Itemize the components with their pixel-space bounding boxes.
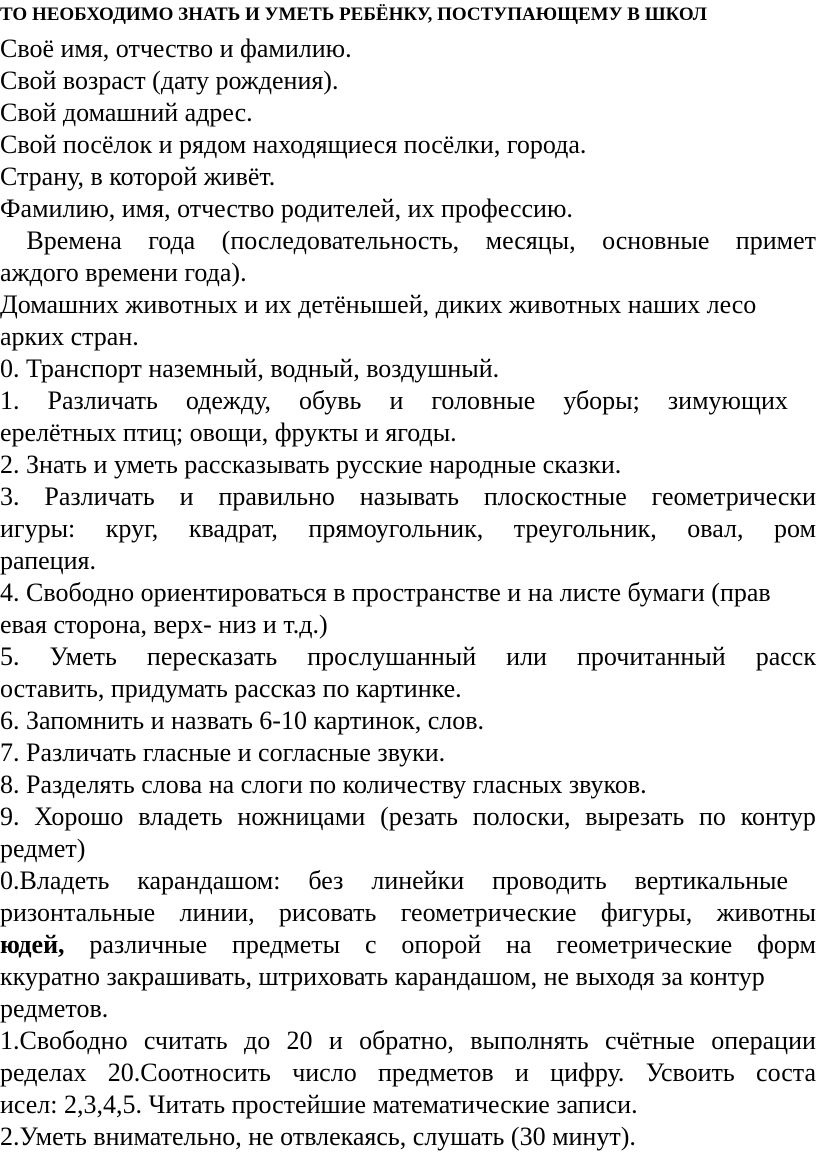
text-line <box>0 226 816 256</box>
word: владеть <box>138 802 223 831</box>
text-line <box>0 642 816 672</box>
word: 20.Соотносить <box>107 1058 271 1087</box>
word: контур <box>740 802 816 831</box>
word: опорой <box>401 930 482 959</box>
word: правильно <box>218 482 335 511</box>
text-line <box>0 1058 816 1088</box>
text-line: аждого времени года). <box>0 258 247 287</box>
word: Уметь <box>49 642 117 671</box>
word: Хорошо <box>34 802 124 831</box>
word: треугольник, <box>513 514 657 543</box>
text-line: 0. Транспорт наземный, водный, воздушный. <box>0 354 500 383</box>
word: 0.Владеть <box>0 866 110 895</box>
text-line <box>0 802 816 832</box>
word: круг, <box>105 514 159 543</box>
text-line: Домашних животных и их детёнышей, диких животных наших лесо <box>0 290 757 319</box>
word: соста <box>756 1058 816 1087</box>
word: выполнять <box>470 1026 589 1055</box>
word: месяцы, <box>485 226 576 255</box>
word: линейки <box>371 866 465 895</box>
word: квадрат, <box>188 514 278 543</box>
word: Времена <box>26 226 122 255</box>
word: головные <box>431 386 536 415</box>
word: 9. <box>0 802 20 831</box>
word: обратно, <box>359 1026 454 1055</box>
word: ножницами <box>237 802 366 831</box>
word: форм <box>757 930 816 959</box>
word: карандашом: <box>137 866 281 895</box>
word: Усвоить <box>645 1058 735 1087</box>
word: проводить <box>492 866 607 895</box>
word: предметов <box>378 1058 494 1087</box>
text-line <box>0 1026 816 1056</box>
word: игуры: <box>0 514 76 543</box>
text-line: 6. Запомнить и назвать 6-10 картинок, слов. <box>0 706 485 735</box>
text-line: Своё имя, отчество и фамилию. <box>0 34 352 63</box>
text-line <box>0 866 816 896</box>
word: с <box>364 930 377 959</box>
word: полоски, <box>472 802 571 831</box>
text-line <box>0 930 816 960</box>
word: плоскостные <box>483 482 627 511</box>
word: до <box>243 1026 271 1055</box>
word: линии, <box>179 898 255 927</box>
word: юдей, <box>0 930 65 959</box>
text-line: ккуратно закрашивать, штриховать карандашом, не выходя за контур <box>0 962 765 991</box>
word: предметы <box>231 930 341 959</box>
word: зимующих <box>667 386 788 415</box>
word: 1. <box>0 386 20 415</box>
word: Различать <box>44 482 155 511</box>
word: геометрически <box>651 482 816 511</box>
word: или <box>506 642 547 671</box>
word: число <box>292 1058 357 1087</box>
word: цифру. <box>550 1058 625 1087</box>
word: года <box>148 226 196 255</box>
word: называть <box>359 482 459 511</box>
word: геометрические <box>400 898 577 927</box>
text-line: Страну, в которой живёт. <box>0 162 276 191</box>
word: операции <box>711 1026 816 1055</box>
word: фигуры, <box>600 898 693 927</box>
word: пересказать <box>146 642 278 671</box>
word: счётные <box>604 1026 695 1055</box>
word: одежду, <box>185 386 271 415</box>
word: прослушанный <box>307 642 477 671</box>
word: обувь <box>299 386 362 415</box>
text-line: 2. Знать и уметь рассказывать русские народные сказки. <box>0 450 622 479</box>
word: прочитанный <box>577 642 726 671</box>
text-line: Свой домашний адрес. <box>0 98 253 127</box>
document-heading: ТО НЕОБХОДИМО ЗНАТЬ И УМЕТЬ РЕБЁНКУ, ПОСТУПАЮЩЕМУ В ШКОЛ <box>0 4 707 25</box>
word: и <box>514 1058 529 1087</box>
word: считать <box>143 1026 228 1055</box>
word: уборы; <box>563 386 640 415</box>
text-line <box>0 482 816 512</box>
text-line: 7. Различать гласные и согласные звуки. <box>0 738 446 767</box>
word: без <box>308 866 344 895</box>
word: примет <box>735 226 816 255</box>
text-line <box>0 514 816 544</box>
word: овал, <box>687 514 744 543</box>
text-line: редметов. <box>0 994 109 1023</box>
text-line: ерелётных птиц; овощи, фрукты и ягоды. <box>0 418 457 447</box>
word: 3. <box>0 482 20 511</box>
text-line: Свой посёлок и рядом находящиеся посёлки, города. <box>0 130 587 159</box>
word: вертикальные <box>634 866 788 895</box>
word: расск <box>755 642 816 671</box>
word: и <box>179 482 194 511</box>
text-line: 8. Разделять слова на слоги по количеству гласных звуков. <box>0 770 647 799</box>
word: (резать <box>380 802 458 831</box>
word: 20 <box>286 1026 313 1055</box>
word: ром <box>773 514 816 543</box>
word: (последовательность, <box>221 226 460 255</box>
word: вырезать <box>585 802 685 831</box>
text-line <box>0 898 816 928</box>
word: геометрические <box>556 930 733 959</box>
text-line: рапеция. <box>0 546 96 575</box>
text-line: Фамилию, имя, отчество родителей, их профессию. <box>0 194 573 223</box>
word: ризонтальные <box>0 898 156 927</box>
text-line: исел: 2,3,4,5. Читать простейшие математические записи. <box>0 1090 638 1119</box>
word: прямоугольник, <box>308 514 484 543</box>
word: ределах <box>0 1058 87 1087</box>
word: различные <box>89 930 208 959</box>
word: на <box>506 930 532 959</box>
word: 1.Свободно <box>0 1026 128 1055</box>
word: 5. <box>0 642 20 671</box>
text-line: арких стран. <box>0 322 139 351</box>
word: животны <box>716 898 816 927</box>
word: Различать <box>47 386 158 415</box>
word: и <box>328 1026 343 1055</box>
text-line <box>0 386 816 416</box>
word: рисовать <box>278 898 377 927</box>
word: по <box>698 802 726 831</box>
word: основные <box>602 226 710 255</box>
text-line: 4. Свободно ориентироваться в пространстве и на листе бумаги (прав <box>0 578 771 607</box>
text-line: 2.Уметь внимательно, не отвлекаясь, слушать (30 минут). <box>0 1122 636 1151</box>
text-line: оставить, придумать рассказ по картинке. <box>0 674 462 703</box>
text-line: Свой возраст (дату рождения). <box>0 66 339 95</box>
word: и <box>389 386 404 415</box>
text-line: редмет) <box>0 834 86 863</box>
text-line: евая сторона, верх- низ и т.д.) <box>0 610 328 639</box>
